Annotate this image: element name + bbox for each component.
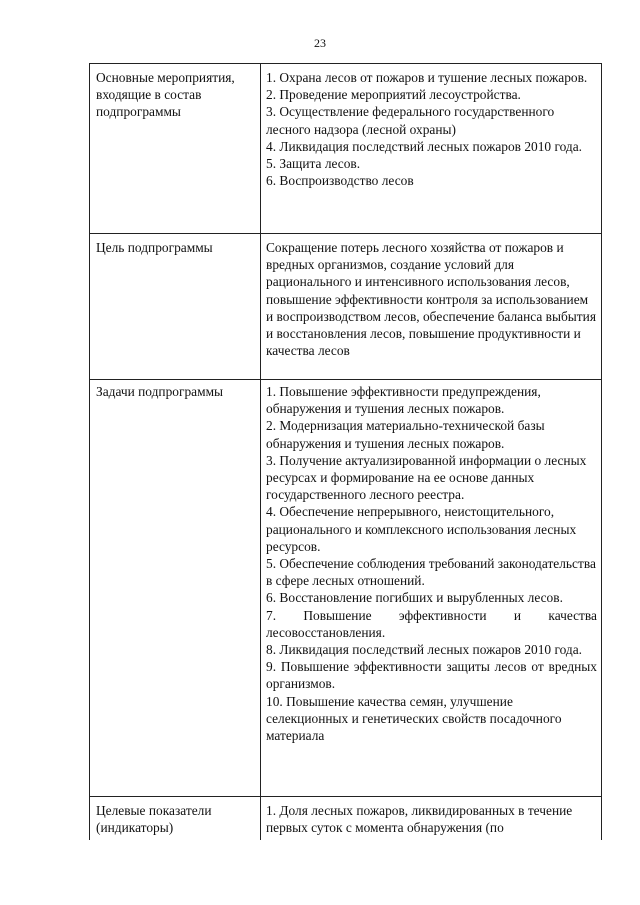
list-item: 3. Осуществление федерального государственного лесного надзора (лесной охраны) — [266, 104, 555, 137]
table-row — [90, 380, 602, 797]
list-item: 1. Охрана лесов от пожаров и тушение лесных пожаров. — [266, 70, 588, 85]
list-item: 1. Повышение эффективности предупреждения, обнаружения и тушения лесных пожаров. — [266, 384, 541, 417]
list-item: 4. Ликвидация последствий лесных пожаров 2010 года. — [266, 138, 583, 154]
list-item: 2. Модернизация материально-технической базы обнаружения и тушения лесных пожаров. — [266, 418, 545, 451]
list-item: 5. Защита лесов. — [266, 156, 361, 172]
table-row — [90, 797, 602, 841]
list-item: 10. Повышение качества семян, улучшение селекционных и генетических свойств посадочного материала — [266, 693, 562, 744]
row-label: Цель подпрограммы — [90, 234, 261, 380]
goal-text: Сокращение потерь лесного хозяйства от пожаров и вредных организмов, создание условий для рационального и интенсивного использования лесов, повышение эффективности контроля за использованием и воспроизводством лесов, обеспечение баланса выбытия и восстановления лесов, повышение продуктивности и качества лесов — [266, 240, 596, 359]
row-content — [261, 234, 602, 380]
list-item: 7. Повышение эффективности и качества лесовосстановления. — [266, 607, 597, 640]
list-item: 6. Воспроизводство лесов — [266, 173, 414, 189]
list-item: 6. Восстановление погибших и вырубленных лесов. — [266, 590, 563, 606]
row-label: Основные мероприятия, входящие в состав подпрограммы — [90, 64, 261, 234]
page-number: 23 — [314, 36, 326, 50]
list-item: 8. Ликвидация последствий лесных пожаров 2010 года. — [266, 642, 583, 658]
row-content — [261, 797, 602, 841]
table-row — [90, 234, 602, 380]
row-label: Целевые показатели (индикаторы) — [90, 797, 261, 841]
list-item: 1. Доля лесных пожаров, ликвидированных в течение первых суток с момента обнаружения (по — [266, 803, 573, 836]
table-row — [90, 64, 602, 234]
list-item: 5. Обеспечение соблюдения требований законодательства в сфере лесных отношений. — [266, 556, 596, 589]
list-item: 4. Обеспечение непрерывного, неистощительного, рационального и комплексного использования лесных ресурсов. — [266, 504, 577, 554]
row-content — [261, 64, 602, 234]
list-item: 9. Повышение эффективности защиты лесов от вредных организмов. — [266, 659, 597, 692]
subprogram-passport-table — [89, 63, 602, 840]
list-item: 2. Проведение мероприятий лесоустройства. — [266, 87, 521, 103]
row-content — [261, 380, 602, 797]
row-label: Задачи подпрограммы — [90, 380, 261, 797]
list-item: 3. Получение актуализированной информации о лесных ресурсах и формирование на ее основе данных государственного лесного реестра. — [266, 452, 587, 503]
